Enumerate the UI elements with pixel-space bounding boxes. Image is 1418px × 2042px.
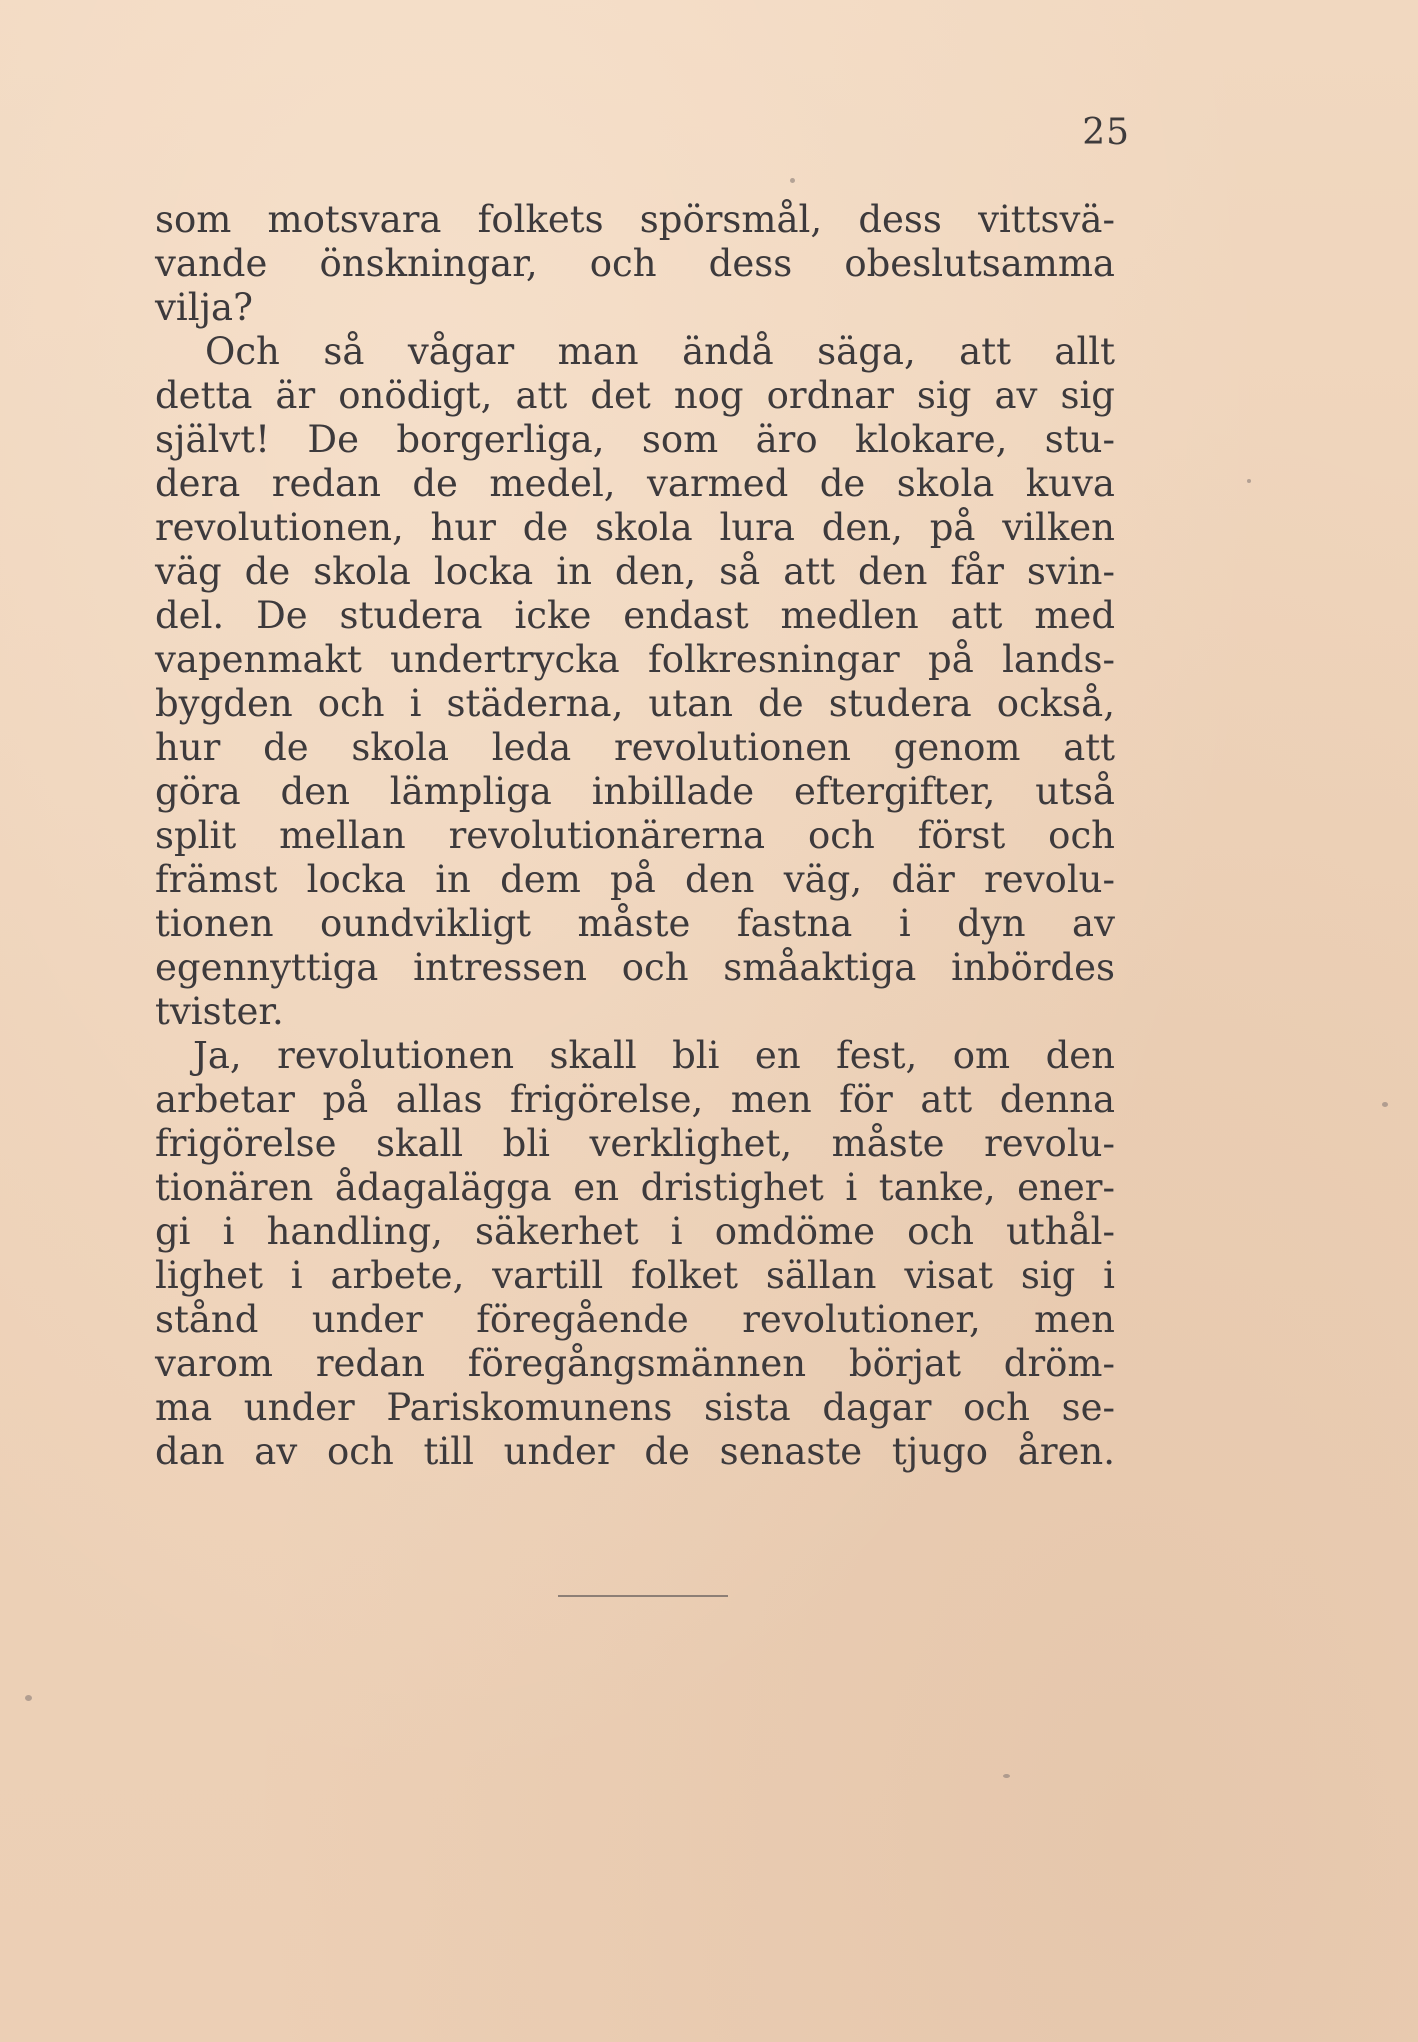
body-text — [155, 198, 1115, 1474]
text-line: Och så vågar man ändå säga, att allt — [205, 330, 1115, 373]
paper-speck — [1003, 1774, 1010, 1778]
text-line: göra den lämpliga inbillade eftergifter, utså — [155, 770, 1115, 813]
text-line: varom redan föregångsmännen börjat dröm- — [155, 1342, 1115, 1385]
text-line: vande önskningar, och dess obeslutsamma — [155, 242, 1115, 285]
page-number: 25 — [1082, 112, 1130, 153]
paper-speck — [1382, 1102, 1388, 1107]
text-line: arbetar på allas frigörelse, men för att denna — [155, 1078, 1115, 1121]
text-line: självt! De borgerliga, som äro klokare, stu- — [155, 418, 1115, 461]
paper-speck — [1247, 479, 1251, 483]
text-line: väg de skola locka in den, så att den får svin- — [155, 550, 1115, 593]
text-line: vilja? — [155, 286, 253, 329]
text-line: hur de skola leda revolutionen genom att — [155, 726, 1115, 769]
paper-speck — [25, 1695, 32, 1701]
text-line: gi i handling, säkerhet i omdöme och uthål- — [155, 1210, 1115, 1253]
text-line: del. De studera icke endast medlen att med — [155, 594, 1115, 637]
text-line: ma under Pariskomunens sista dagar och se- — [155, 1386, 1115, 1429]
text-line: dan av och till under de senaste tjugo åren. — [155, 1430, 1115, 1473]
text-line: revolutionen, hur de skola lura den, på vilken — [155, 506, 1115, 549]
text-line: dera redan de medel, varmed de skola kuva — [155, 462, 1115, 505]
text-line: split mellan revolutionärerna och först och — [155, 814, 1115, 857]
text-line: vapenmakt undertrycka folkresningar på lands- — [155, 638, 1115, 681]
text-line: egennyttiga intressen och småaktiga inbördes — [155, 946, 1115, 989]
text-line: tvister. — [155, 990, 284, 1033]
text-line: tionen oundvikligt måste fastna i dyn av — [155, 902, 1115, 945]
text-line: tionären ådagalägga en dristighet i tanke, ener- — [155, 1166, 1115, 1209]
end-rule-divider — [558, 1595, 728, 1597]
text-line: lighet i arbete, vartill folket sällan visat sig i — [155, 1254, 1115, 1297]
text-line: främst locka in dem på den väg, där revolu- — [155, 858, 1115, 901]
text-line: stånd under föregående revolutioner, men — [155, 1298, 1115, 1341]
text-line: bygden och i städerna, utan de studera också, — [155, 682, 1115, 725]
text-line: frigörelse skall bli verklighet, måste revolu- — [155, 1122, 1115, 1165]
text-line: Ja, revolutionen skall bli en fest, om den — [193, 1034, 1115, 1077]
text-line: detta är onödigt, att det nog ordnar sig av sig — [155, 374, 1115, 417]
paper-speck — [790, 178, 795, 183]
text-line: som motsvara folkets spörsmål, dess vittsvä- — [155, 198, 1115, 241]
